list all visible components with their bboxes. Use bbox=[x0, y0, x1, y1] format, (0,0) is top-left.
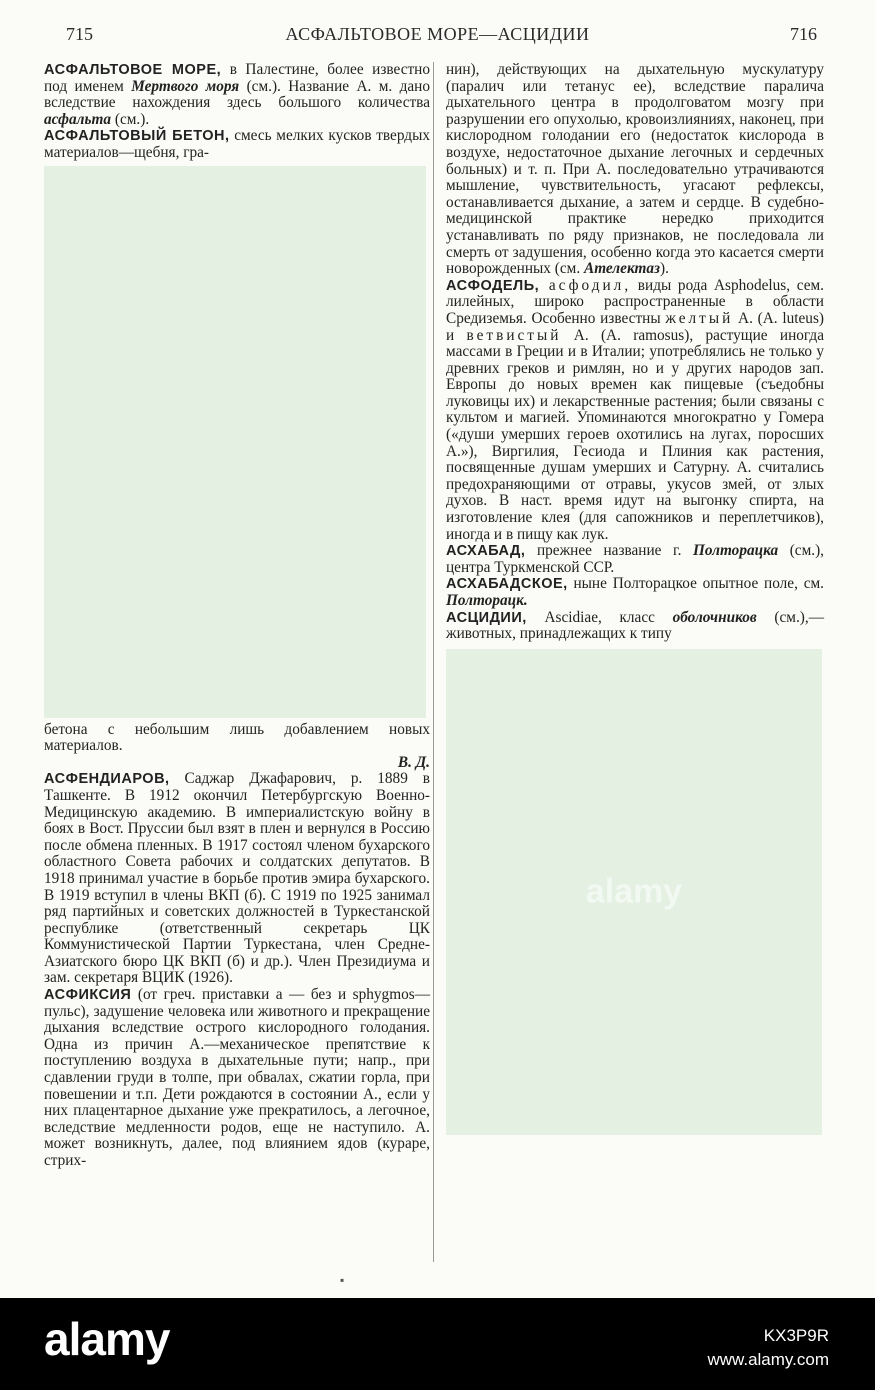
author-signature: В. Д. bbox=[397, 753, 430, 771]
entry-asfendiarov: АСФЕНДИАРОВ, Саджар Джафарович, р. 1889 в Ташкенте. В 1912 окончил Петербургскую Военно-Медицинскую академию. В империалистскую войну в боях в Вост. Пруссии был взят в плен и вернулся в Россию после обмена пленных. В 1917 состоял членом бухарского областного Совета рабочих и солдатских депутатов. В 1918 принимал участие в борьбе против эмира бухарского. В 1919 вступил в члены ВКП (б). С 1919 по 1925 занимал ряд партийных и советских должностей в Туркестанской республике (ответственный секретарь ЦК Коммунистической Партии Туркестана, член Средне-Азиатского бюро ЦК ВКП (б) и др.). Член Президиума и зам. секретаря ВЦИК (1926). bbox=[44, 770, 430, 987]
right-column bbox=[446, 62, 824, 1135]
headword: АСФИКСИЯ bbox=[44, 987, 132, 1004]
right-page-number: 716 bbox=[790, 24, 817, 44]
stock-image-id: KX3P9R bbox=[763, 1326, 829, 1345]
cross-reference: Ателектаз bbox=[584, 260, 661, 278]
entry-asphalt-concrete: АСФАЛЬТОВЫЙ БЕТОН, смесь мелких кусков твердых материалов—щебня, гра- bbox=[44, 127, 431, 161]
image-placeholder bbox=[446, 649, 822, 1135]
headword: АСФЕНДИАРОВ, bbox=[44, 771, 170, 788]
column-divider bbox=[433, 62, 434, 1262]
page-mark: ▪ bbox=[340, 1273, 345, 1287]
cross-reference: Полторацка bbox=[692, 542, 779, 560]
image-placeholder bbox=[44, 166, 426, 718]
headword: АСФОДЕЛЬ, bbox=[446, 277, 540, 294]
stock-logo: alamy bbox=[44, 1313, 170, 1365]
entry-askhabad: АСХАБАД, прежнее название г. Полторацка (см.), центра Туркменской ССР. bbox=[446, 542, 824, 576]
entry-asphalt-concrete-continued: бетона с небольшим лишь добавлением новых материалов. bbox=[44, 720, 430, 755]
entry-asphalt-sea: АСФАЛЬТОВОЕ МОРЕ, в Палестине, более известно под именем Мертвого моря (см.). Название А. м. дано вследствие нахождения здесь большого количества асфальта (см.). bbox=[44, 61, 431, 128]
entry-ascidiae: АСЦИДИИ, Ascidiae, класс оболочников (см.),—животных, принадлежащих к типу bbox=[446, 608, 825, 643]
cross-reference: Мертвого моря bbox=[131, 77, 240, 95]
headword: АСХАБАД, bbox=[446, 543, 526, 560]
cross-reference: асфальта bbox=[44, 110, 112, 128]
entry-askhabadskoe: АСХАБАДСКОЕ, ныне Полторацкое опытное поле, см. Полторацк. bbox=[446, 575, 824, 609]
author-signature-row bbox=[44, 755, 430, 772]
entry-asphyxia: АСФИКСИЯ (от греч. приставки а — без и sphygmos—пульс), задушение человека или животного и прекращение дыхания вследствие острого кислородного голодания. Одна из причин А.—механическое препятствие к поступлению воздуха в дыхательные пути; напр., при сдавлении груди в толпе, при обвалах, сжатии горла, при повешении и т.п. Дети рождаются в состоянии А., если у них плацентарное дыхание уже прекратилось, а легочное, вследствие медленности родов, еще не наступило. А. может возникнуть, далее, под влиянием ядов (кураре, стрих- bbox=[44, 986, 430, 1169]
running-title: АСФАЛЬТОВОЕ МОРЕ—АСЦИДИИ bbox=[285, 24, 590, 44]
headword: АСХАБАДСКОЕ, bbox=[446, 576, 568, 593]
headword: АСЦИДИИ, bbox=[446, 609, 527, 626]
entry-asphyxia-continued: нин), действующих на дыхательную мускулатуру (паралич или тетанус ее), вследствие паралича дыхательного центра в продолговатом мозгу при разрушении его опухолью, кровоизлияниях, наконец, при кислородном голодании его (недостаток кислорода в воздухе, недостаточное дыхание легочных и сердечных больных) и т. п. При А. последовательно утрачиваются мышление, чувствительность, угасают рефлексы, останавливается дыхание, а затем и сердце. В судебно-медицинской практике нередко приходится устанавливать по ряду признаков, не последовала ли смерть от задушения, особенно когда это касается смерти новорожденных (см. Ателектаз). bbox=[446, 61, 824, 278]
left-column bbox=[44, 62, 430, 1170]
left-page-number: 715 bbox=[66, 24, 93, 44]
entry-asphodel: АСФОДЕЛЬ, асфодил, виды рода Asphodelus, сем. лилейных, широко распространенные в области Средиземья. Особенно известны желтый А. (A. luteus) и ветвистый А. (A. ramosus), растущие иногда массами в Греции и в Италии; употреблялись не только у древних греков и римлян, но и у других народов зап. Европы до новых времен как пищевые (съедобны луковицы их) и лекарственные растения; были связаны с культом и магией. Упоминаются многократно у Гомера («души умерших героев охотились на лугах, поросших А.»), Виргилия, Гесиода и Плиния как растения, посвященные душам умерших и Сатурну. А. считались предохраняющими от отравы, укусов змей, от злых духов. В наст. время идут на выгонку спирта, на изготовление клея (для сапожников и переплетчиков), иногда и в пищу как лук. bbox=[446, 276, 824, 543]
watermark: alamy bbox=[585, 872, 683, 911]
headword: АСФАЛЬТОВОЕ МОРЕ, bbox=[44, 62, 222, 78]
stock-url: www.alamy.com bbox=[707, 1350, 829, 1369]
cross-reference: оболочников bbox=[672, 608, 757, 626]
headword: АСФАЛЬТОВЫЙ БЕТОН, bbox=[44, 128, 230, 145]
cross-reference: Полторацк. bbox=[446, 592, 528, 609]
